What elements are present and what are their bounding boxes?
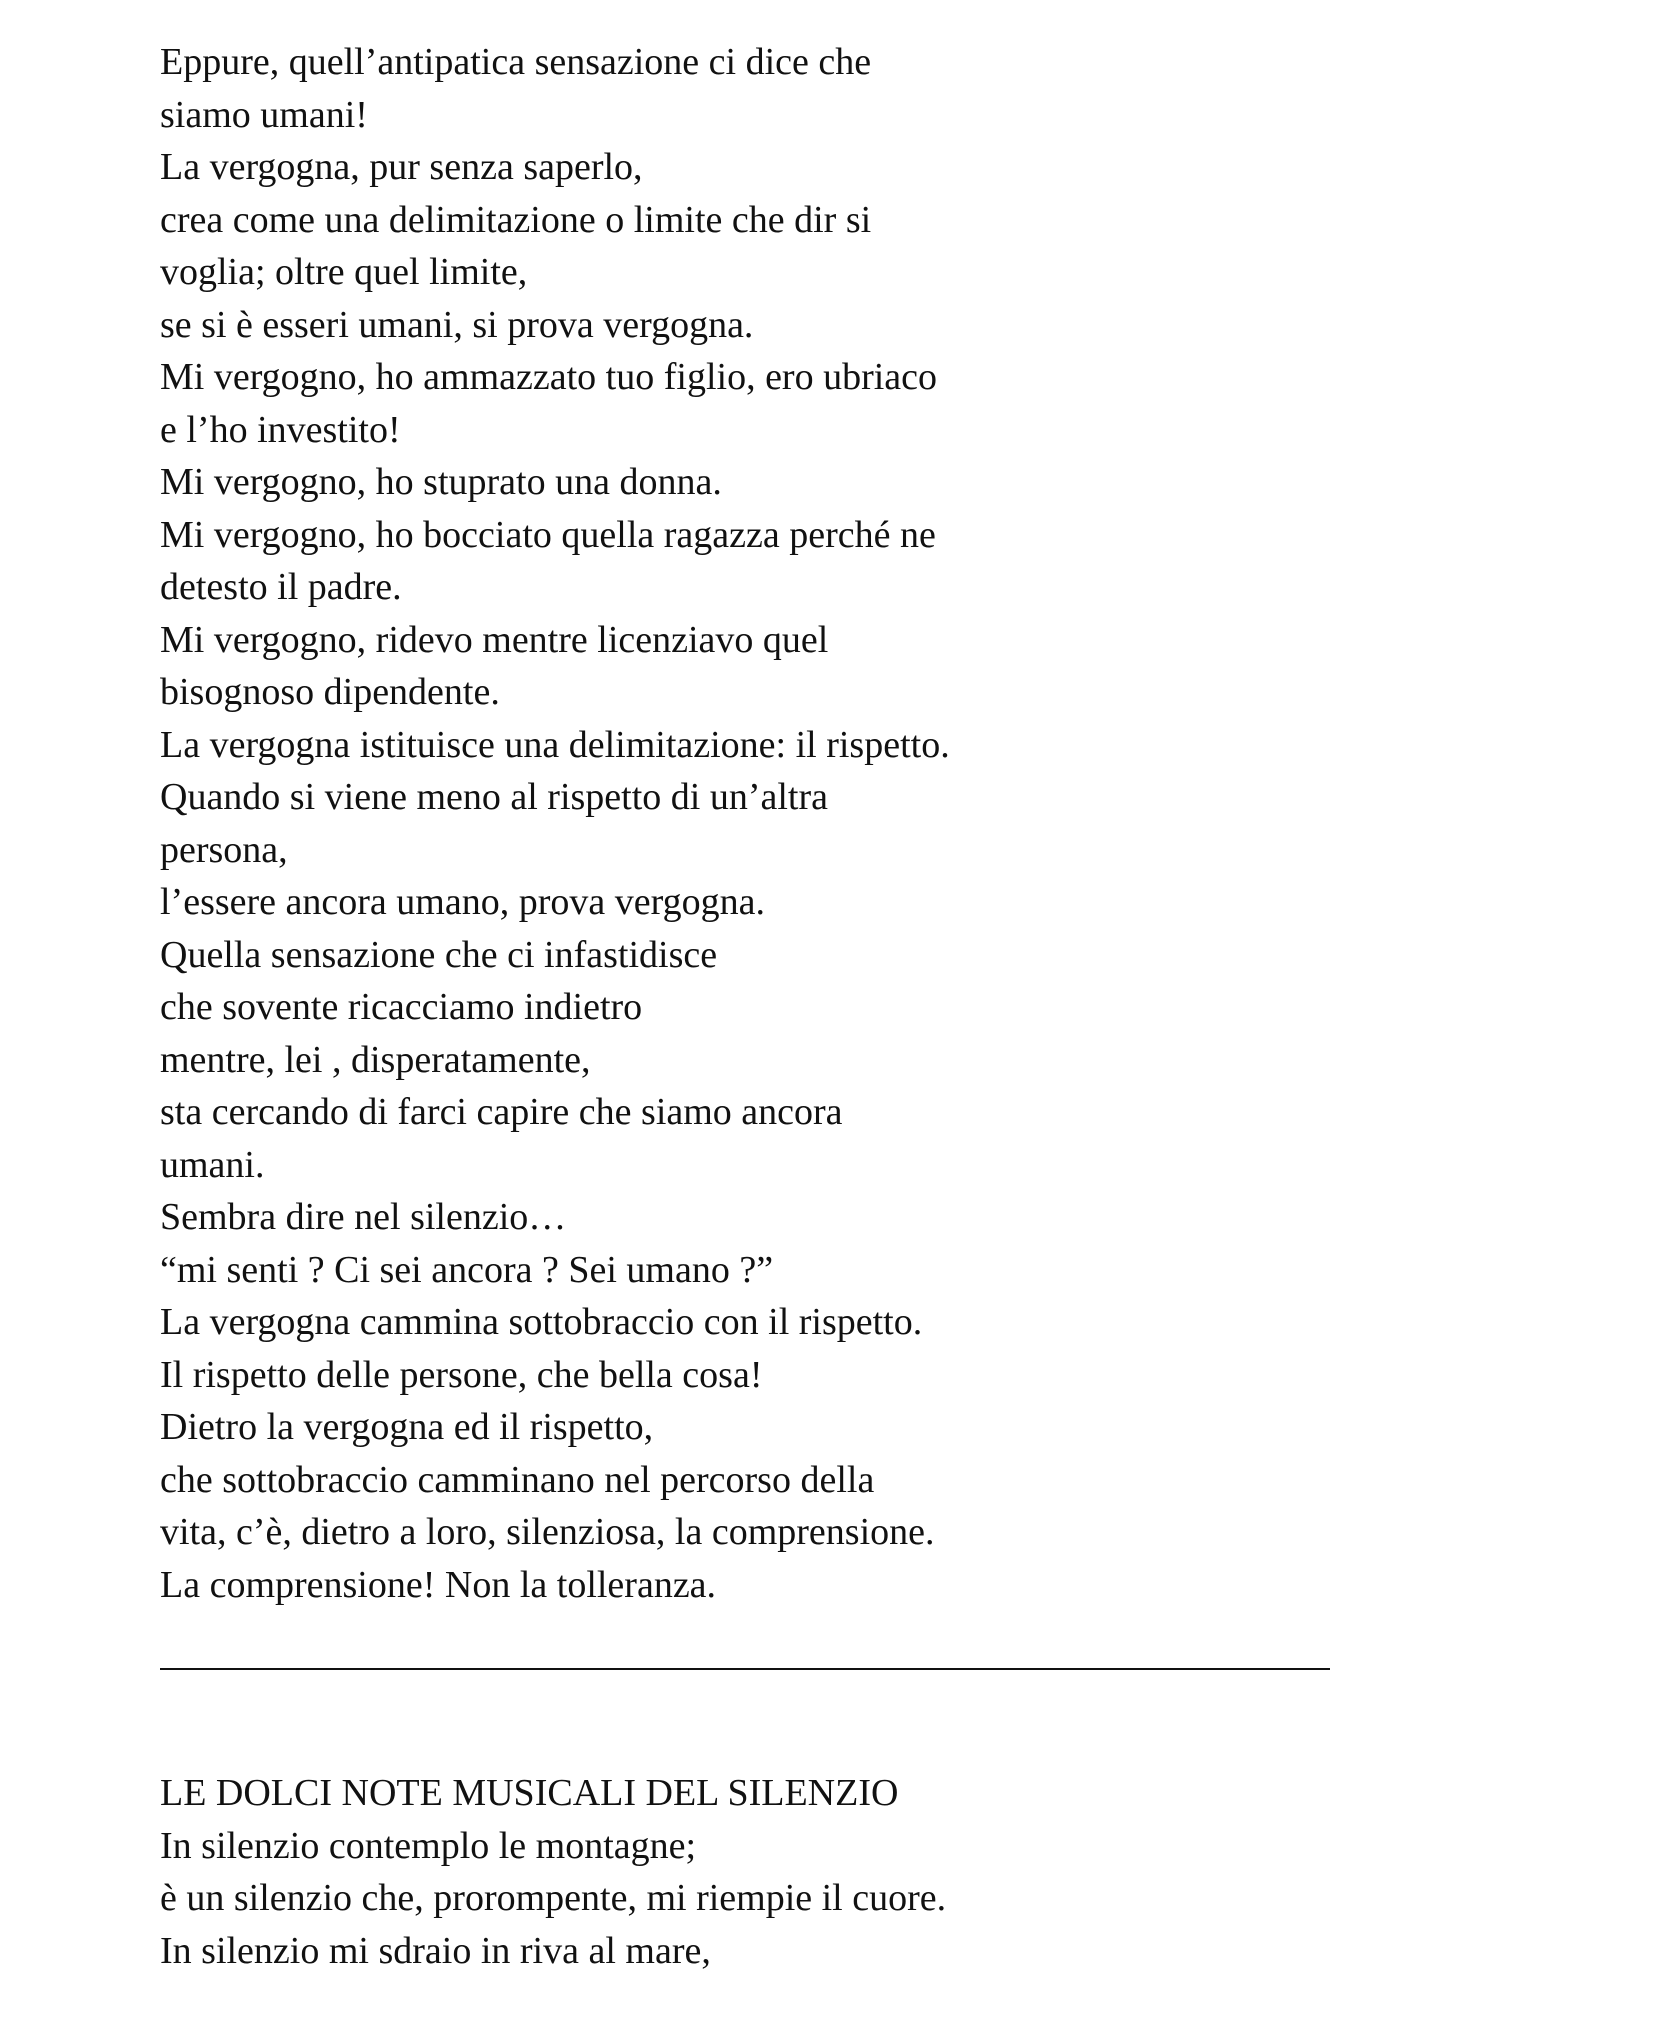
poem-line: voglia; oltre quel limite, — [160, 251, 528, 293]
poem-line: detesto il padre. — [160, 566, 402, 608]
poem-line: umani. — [160, 1143, 265, 1186]
poem-line: La vergogna cammina sottobraccio con il rispetto. — [160, 1301, 923, 1343]
poem-line: In silenzio contemplo le montagne; — [160, 1824, 697, 1867]
poem-line: Dietro la vergogna ed il rispetto, — [160, 1406, 654, 1448]
poem-line: Quella sensazione che ci infastidisce — [160, 933, 718, 976]
poem-line: vita, c’è, dietro a loro, silenziosa, la comprensione. — [160, 1511, 935, 1553]
poem-line: se si è esseri umani, si prova vergogna. — [160, 303, 754, 346]
poem-line: sta cercando di farci capire che siamo ancora — [160, 1091, 843, 1133]
poem-line: Mi vergogno, ridevo mentre licenziavo quel — [160, 618, 829, 661]
poem-line: Mi vergogno, ho stuprato una donna. — [160, 461, 722, 503]
poem-line: è un silenzio che, prorompente, mi riempie il cuore. — [160, 1877, 947, 1919]
poem-line: La vergogna istituisce una delimitazione: il rispetto. — [160, 723, 950, 766]
poem-section-2 — [160, 1767, 1360, 1977]
poem-line: “mi senti ? Ci sei ancora ? Sei umano ?” — [160, 1248, 774, 1291]
poem-line: Eppure, quell’antipatica sensazione ci dice che — [160, 41, 872, 83]
poem-line: In silenzio mi sdraio in riva al mare, — [160, 1929, 711, 1972]
poem-line: e l’ho investito! — [160, 408, 401, 451]
poem-line: crea come una delimitazione o limite che dir si — [160, 198, 872, 241]
poem-line: che sottobraccio camminano nel percorso della — [160, 1458, 875, 1501]
poem-line: persona, — [160, 828, 288, 871]
poem-body — [160, 36, 1360, 1611]
poem-line: Mi vergogno, ho ammazzato tuo figlio, ero ubriaco — [160, 356, 938, 398]
poem-line: che sovente ricacciamo indietro — [160, 986, 643, 1028]
poem-line: La comprensione! Non la tolleranza. — [160, 1563, 717, 1606]
section-separator — [160, 1668, 1330, 1670]
poem-line: mentre, lei , disperatamente, — [160, 1038, 591, 1081]
poem-line: La vergogna, pur senza saperlo, — [160, 146, 643, 188]
poem-line: Mi vergogno, ho bocciato quella ragazza perché ne — [160, 513, 936, 556]
poem-line: siamo umani! — [160, 93, 368, 136]
poem-line: l’essere ancora umano, prova vergogna. — [160, 881, 765, 923]
poem-line: Quando si viene meno al rispetto di un’altra — [160, 776, 828, 818]
poem-line: Sembra dire nel silenzio… — [160, 1196, 567, 1238]
poem-line: Il rispetto delle persone, che bella cosa! — [160, 1353, 763, 1396]
poem-title: LE DOLCI NOTE MUSICALI DEL SILENZIO — [160, 1772, 899, 1814]
poem-line: bisognoso dipendente. — [160, 671, 500, 713]
